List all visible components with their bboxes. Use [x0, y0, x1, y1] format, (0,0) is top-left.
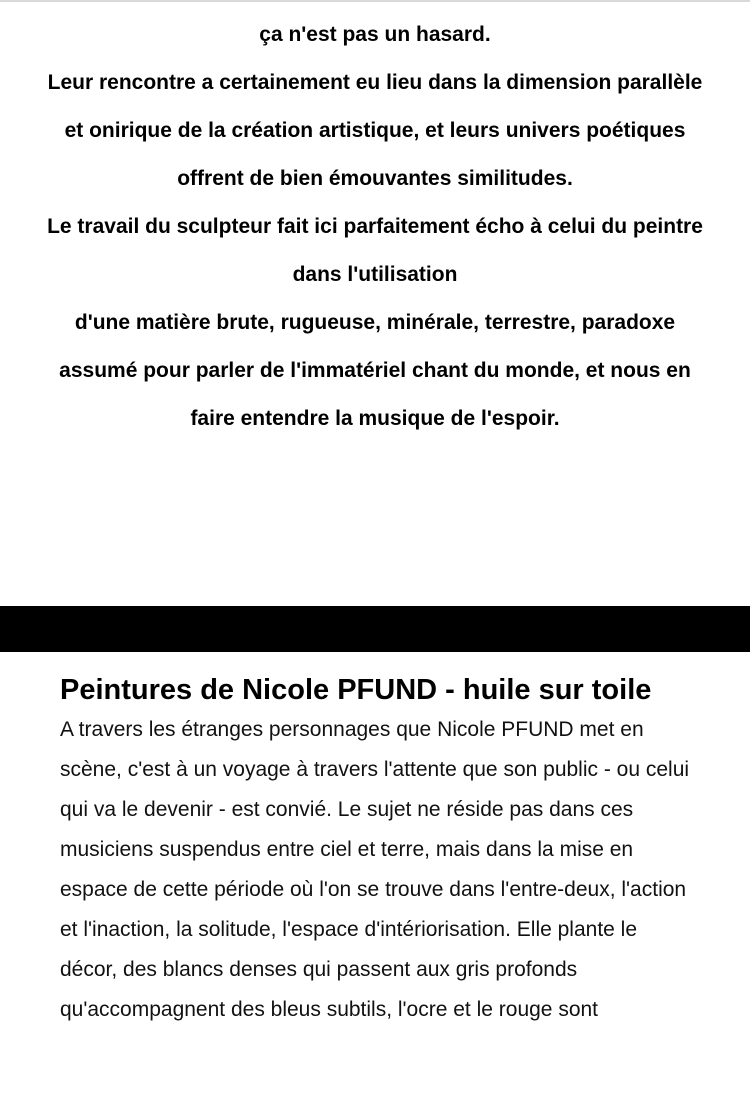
intro-text — [40, 11, 710, 443]
painting-section — [60, 670, 700, 1030]
section-title: Peintures de Nicole PFUND - huile sur toile — [60, 674, 652, 706]
top-divider — [0, 0, 750, 2]
intro-line: ça n'est pas un hasard. — [259, 23, 491, 46]
section-separator-band — [0, 606, 750, 652]
section-body: A travers les étranges personnages que Nicole PFUND met en scène, c'est à un voyage à travers l'attente que son public - ou celui qui va le devenir - est convié. Le sujet ne réside pas dans ces musiciens suspendus entre ciel et terre, mais dans la mise en espace de cette période où l'on se trouve dans l'entre-deux, l'action et l'inaction, la solitude, l'espace d'intériorisation. Elle plante le décor, des blancs denses qui passent aux gris profonds qu'accompagnent des bleus subtils, l'ocre et le rouge sont — [60, 718, 690, 1021]
intro-line: Le travail du sculpteur fait ici parfaitement écho à celui du peintre dans l'utilisation — [47, 215, 703, 286]
intro-line: d'une matière brute, rugueuse, minérale, terrestre, paradoxe assumé pour parler de l'immatériel chant du monde, et nous en faire entendre la musique de l'espoir. — [59, 311, 691, 430]
intro-line: Leur rencontre a certainement eu lieu dans la dimension parallèle et onirique de la création artistique, et leurs univers poétiques offrent de bien émouvantes similitudes. — [47, 71, 703, 190]
